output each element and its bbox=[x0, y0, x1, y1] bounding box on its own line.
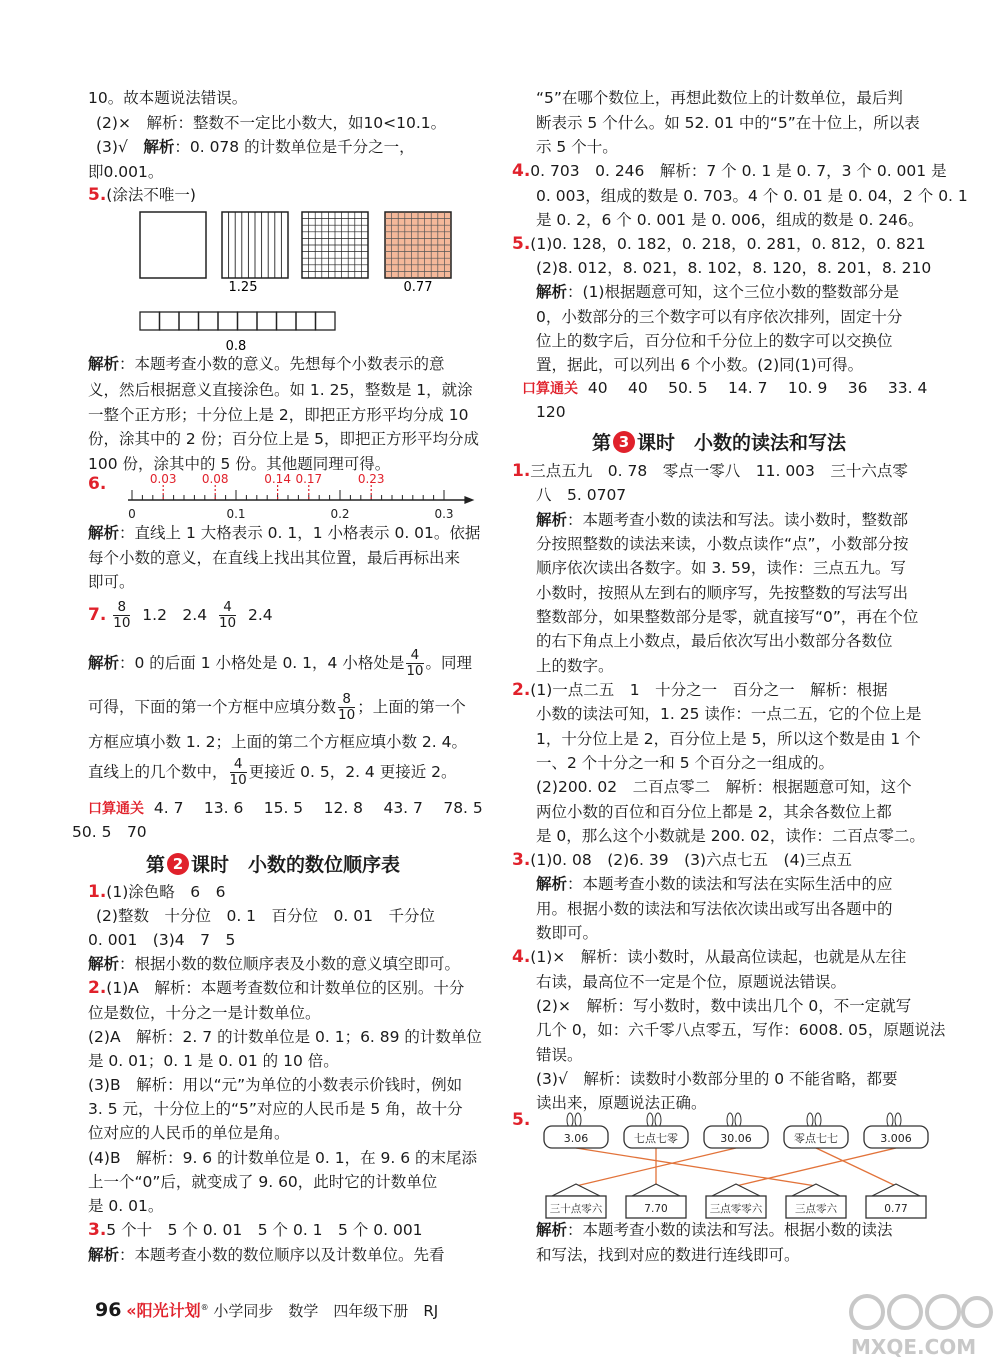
top-answer-box bbox=[784, 1113, 848, 1148]
svg-text:3.06: 3.06 bbox=[563, 1132, 589, 1145]
text-line: 解析：本题考查小数的数位顺序以及计数单位。先看 bbox=[88, 1246, 445, 1264]
svg-text:三点零零六: 三点零零六 bbox=[709, 1203, 763, 1215]
text-line: 整数部分，如果整数部分是零，就直接写“0”，再在个位 bbox=[536, 608, 919, 626]
text-line: 是 0. 01；0. 1 是 0. 01 的 10 倍。 bbox=[88, 1052, 339, 1070]
text-line: (2)整数 十分位 0. 1 百分位 0. 01 千分位 bbox=[96, 907, 435, 925]
text-line: 示 5 个十。 bbox=[536, 138, 618, 156]
text-line: 右读，最高位不一定是个位，原题说法错误。 bbox=[536, 973, 847, 991]
text-line: 解析：本题考查小数的读法和写法在实际生活中的应 bbox=[536, 875, 893, 893]
text-line: 义，然后根据意义直接涂色。如 1. 25，整数是 1，就涂 bbox=[88, 381, 473, 399]
text-line: 解析：本题考查小数的意义。先想每个小数表示的意 bbox=[88, 355, 445, 373]
text-line: 解析：直线上 1 大格表示 0. 1，1 小格表示 0. 01。依据 bbox=[88, 524, 481, 542]
text-line: 上一个“0”后，就变成了 9. 60，此时它的计数单位 bbox=[88, 1173, 438, 1191]
text-line: 1.(1)涂色略 6 6 bbox=[88, 882, 226, 902]
lesson-3-title: 第 3 课时 小数的读法和写法 bbox=[592, 432, 847, 454]
text-line: 每个小数的意义，在直线上找出其位置，最后再标出来 bbox=[88, 549, 461, 567]
number-line-tick-label: 0.2 bbox=[330, 507, 350, 520]
text-line: 用。根据小数的读法和写法依次读出或写出各题中的 bbox=[536, 900, 893, 918]
watermark-logo bbox=[845, 1288, 995, 1367]
bottom-answer-box bbox=[626, 1184, 686, 1218]
number-line-tick-label: 0.3 bbox=[434, 507, 454, 520]
number-line-mark-label: 0.17 bbox=[295, 472, 323, 486]
text-line: 几个 0，如：六千零八点零五，写作：6008. 05，原题说法 bbox=[536, 1021, 946, 1039]
text-line: 1.三点五九 0. 78 零点一零八 11. 003 三十六点零 bbox=[512, 461, 908, 481]
figure-label-2: 0.77 bbox=[403, 280, 433, 295]
text-line: “5”在哪个数位上，再想此数位上的计数单位，最后判 bbox=[536, 89, 903, 107]
text-line: 3.5 个十 5 个 0. 01 5 个 0. 1 5 个 0. 001 bbox=[88, 1220, 423, 1240]
text-line: 是 0. 2，6 个 0. 001 是 0. 006，组成的数是 0. 246。 bbox=[536, 211, 924, 229]
text-line: 方框应填小数 1. 2；上面的第二个方框应填小数 2. 4。 bbox=[88, 733, 468, 751]
question-6: 6. bbox=[88, 474, 107, 494]
text-line: 小数的读法可知，1. 25 读作：一点二五，它的个位上是 bbox=[536, 705, 922, 723]
tenths-strip bbox=[140, 312, 335, 330]
top-answer-box bbox=[624, 1113, 688, 1148]
bottom-answer-box bbox=[706, 1184, 766, 1218]
page-number: 96 bbox=[95, 1299, 122, 1321]
text-line: 解析：根据小数的数位顺序表及小数的意义填空即可。 bbox=[88, 955, 461, 973]
text-line: 1，十分位上是 2，百分位上是 5，所以这个数是由 1 个 bbox=[536, 730, 921, 748]
fraction: $\frac{4}{10}$ bbox=[218, 599, 237, 631]
text-line: 10。故本题说法错误。 bbox=[88, 89, 248, 107]
text-line: 错误。 bbox=[536, 1046, 583, 1064]
text-line: (3)√ 解析：0. 078 的计数单位是千分之一， bbox=[96, 138, 415, 156]
text-line: (2)× 解析：写小数时，数中读出几个 0，不一定就写 bbox=[536, 997, 912, 1015]
question-5: 5.(涂法不唯一) bbox=[88, 185, 196, 205]
text-line: 是 0，那么这个小数就是 200. 02，读作：二百点零二。 bbox=[536, 827, 925, 845]
text-line: 2.(1)A 解析：本题考查数位和计数单位的区别。十分 bbox=[88, 978, 465, 998]
bottom-answer-box bbox=[866, 1184, 926, 1218]
text-line: 位上的数字后，百分位和千分位上的数字可以交换位 bbox=[536, 332, 893, 350]
text-line: 2.(1)一点二五 1 十分之一 百分之一 解析：根据 bbox=[512, 680, 888, 700]
text-line: 5.(1)0. 128，0. 182，0. 218，0. 281，0. 812，0. 821 bbox=[512, 234, 926, 254]
text-line: (3)√ 解析：读数时小数部分里的 0 不能省略，都要 bbox=[536, 1070, 898, 1088]
decimal-grid-figures bbox=[128, 208, 468, 356]
text-line: 4.(1)× 解析：读小数时，从最高位读起，也就是从左往 bbox=[512, 947, 907, 967]
lesson-2-title: 第 2 课时 小数的数位顺序表 bbox=[146, 854, 401, 876]
figure-label-1: 1.25 bbox=[228, 280, 258, 295]
top-answer-box bbox=[704, 1113, 768, 1148]
number-line-tick-label: 0 bbox=[128, 507, 136, 520]
number-line-mark-label: 0.23 bbox=[357, 472, 385, 486]
number-line-mark-label: 0.08 bbox=[201, 472, 229, 486]
svg-text:30.06: 30.06 bbox=[720, 1132, 752, 1145]
text-line: 3.(1)0. 08 (2)6. 39 (3)六点七五 (4)三点五 bbox=[512, 850, 852, 870]
bottom-answer-box bbox=[546, 1184, 606, 1218]
text-line: 一整个正方形；十分位上是 2，即把正方形平均分成 10 bbox=[88, 406, 469, 424]
grid-square-hundredths bbox=[302, 212, 368, 278]
text-line: 即可。 bbox=[88, 573, 135, 591]
text-line: (2)× 解析：整数不一定比小数大，如10<10.1。 bbox=[96, 114, 447, 132]
text-line: 即0.001。 bbox=[88, 163, 164, 181]
oral-calc-line: 口算通关 4. 7 13. 6 15. 5 12. 8 43. 7 78. 5 bbox=[88, 799, 483, 817]
text-line: 的右下角点上小数点，最后依次写出小数部分各数位 bbox=[536, 632, 893, 650]
number-line-mark-label: 0.14 bbox=[264, 472, 291, 486]
fraction: $\frac{8}{10}$ bbox=[113, 599, 131, 631]
text-line: 120 bbox=[536, 403, 566, 421]
number-line-mark-label: 0.03 bbox=[149, 472, 177, 486]
text-line: 解析：(1)根据题意可知，这个三位小数的整数部分是 bbox=[536, 283, 899, 301]
text-line: 3. 5 元，十分位上的“5”对应的人民币是 5 角，故十分 bbox=[88, 1100, 463, 1118]
grid-square-colored bbox=[385, 212, 451, 278]
text-line: 解析：本题考查小数的读法和写法。根据小数的读法 bbox=[536, 1221, 893, 1239]
match-line bbox=[736, 1148, 896, 1186]
text-line: (3)B 解析：用以“元”为单位的小数表示价钱时，例如 bbox=[88, 1076, 463, 1094]
text-line: 置，据此，可以列出 6 个小数。(2)同(1)可得。 bbox=[536, 356, 864, 374]
text-line: 直线上的几个数中， $\frac{4}{10}$ 更接近 0. 5，2. 4 更接近 2。 bbox=[88, 756, 457, 788]
text-line: 八 5. 0707 bbox=[536, 486, 627, 504]
text-line: 解析：本题考查小数的读法和写法。读小数时，整数部 bbox=[536, 511, 909, 529]
text-line: 读出来，原题说法正确。 bbox=[536, 1094, 707, 1112]
top-answer-box bbox=[544, 1113, 608, 1148]
text-line: 顺序依次读出各数字。如 3. 59，读作：三点五九。写 bbox=[536, 559, 906, 577]
text-line: (2)A 解析：2. 7 的计数单位是 0. 1；6. 89 的计数单位 bbox=[88, 1028, 482, 1046]
text-line: 可得，下面的第一个方框中应填分数 $\frac{8}{10}$ ；上面的第一个 bbox=[88, 691, 466, 723]
text-line: 一、2 个十分之一和 5 个百分之一组成的。 bbox=[536, 754, 835, 772]
svg-text:零点七七: 零点七七 bbox=[794, 1132, 838, 1145]
text-line: 100 份，涂其中的 5 份。其他题同理可得。 bbox=[88, 455, 391, 473]
matching-diagram bbox=[532, 1104, 932, 1222]
grid-square-tenths bbox=[222, 212, 288, 278]
question-7: 7. $\frac{8}{10}$ 1.2 2.4 $\frac{4}{10}$ 2.4 bbox=[88, 599, 273, 631]
text-line: (2)8. 012，8. 021，8. 102，8. 120，8. 201，8. 210 bbox=[536, 259, 932, 277]
text-line: 解析：0 的后面 1 小格处是 0. 1，4 小格处是 $\frac{4}{10}$ 。同理 bbox=[88, 647, 473, 679]
brand-logo: «阳光计划 bbox=[126, 1301, 201, 1320]
text-line: 两位小数的百位和百分位上都是 2，其余各数位上都 bbox=[536, 803, 892, 821]
text-line: (2)200. 02 二百点零二 解析：根据题意可知，这个 bbox=[536, 778, 912, 796]
text-line: 断表示 5 个什么。如 52. 01 中的“5”在十位上，所以表 bbox=[536, 114, 920, 132]
text-line: 是 0. 01。 bbox=[88, 1197, 164, 1215]
text-line: 和写法，找到对应的数进行连线即可。 bbox=[536, 1246, 800, 1264]
text-line: 上的数字。 bbox=[536, 657, 614, 675]
question-5-right: 5. bbox=[512, 1110, 531, 1130]
oral-calc-line: 口算通关 40 40 50. 5 14. 7 10. 9 36 33. 4 bbox=[522, 379, 928, 397]
text-line: 50. 5 70 bbox=[72, 823, 147, 841]
number-line bbox=[118, 470, 478, 520]
text-line: 小数时，按照从左到右的顺序写，先按整数的写法写出 bbox=[536, 584, 909, 602]
text-line: 数即可。 bbox=[536, 924, 599, 942]
text-line: 份，涂其中的 2 份；百分位上是 5，即把正方形平均分成 bbox=[88, 430, 480, 448]
bottom-answer-box bbox=[786, 1184, 846, 1218]
top-answer-box bbox=[864, 1113, 928, 1148]
text-line: (4)B 解析：9. 6 的计数单位是 0. 1，在 9. 6 的末尾添 bbox=[88, 1149, 478, 1167]
svg-text:7.70: 7.70 bbox=[644, 1203, 668, 1215]
figure-label-3: 0.8 bbox=[225, 339, 247, 354]
text-line: 0，小数部分的三个数字可以有序依次排列，固定十分 bbox=[536, 308, 903, 326]
svg-text:三十点零六: 三十点零六 bbox=[549, 1203, 603, 1215]
text-line: 0. 001 (3)4 7 5 bbox=[88, 931, 236, 949]
text-line: 位对应的人民币的单位是角。 bbox=[88, 1124, 290, 1142]
svg-text:3.006: 3.006 bbox=[880, 1132, 912, 1145]
page-footer: 96 «阳光计划® 小学同步 数学 四年级下册 RJ bbox=[95, 1299, 439, 1321]
svg-text:MXQE.COM: MXQE.COM bbox=[851, 1335, 977, 1359]
text-line: 4.0. 703 0. 246 解析：7 个 0. 1 是 0. 7，3 个 0. 001 是 bbox=[512, 161, 947, 181]
number-line-tick-label: 0.1 bbox=[226, 507, 246, 520]
match-line bbox=[816, 1148, 896, 1186]
book-info: 小学同步 数学 四年级下册 RJ bbox=[213, 1302, 439, 1320]
svg-text:三点零六: 三点零六 bbox=[795, 1203, 837, 1215]
svg-text:0.77: 0.77 bbox=[884, 1203, 908, 1215]
text-line: 0. 003，组成的数是 0. 703。4 个 0. 01 是 0. 04，2 个 0. 1 bbox=[536, 187, 968, 205]
svg-text:七点七零: 七点七零 bbox=[634, 1132, 678, 1145]
text-line: 分按照整数的读法来读，小数点读作“点”，小数部分按 bbox=[536, 535, 909, 553]
text-line: 位是数位，十分之一是计数单位。 bbox=[88, 1004, 321, 1022]
match-line bbox=[576, 1148, 816, 1186]
grid-square-whole bbox=[140, 212, 206, 278]
